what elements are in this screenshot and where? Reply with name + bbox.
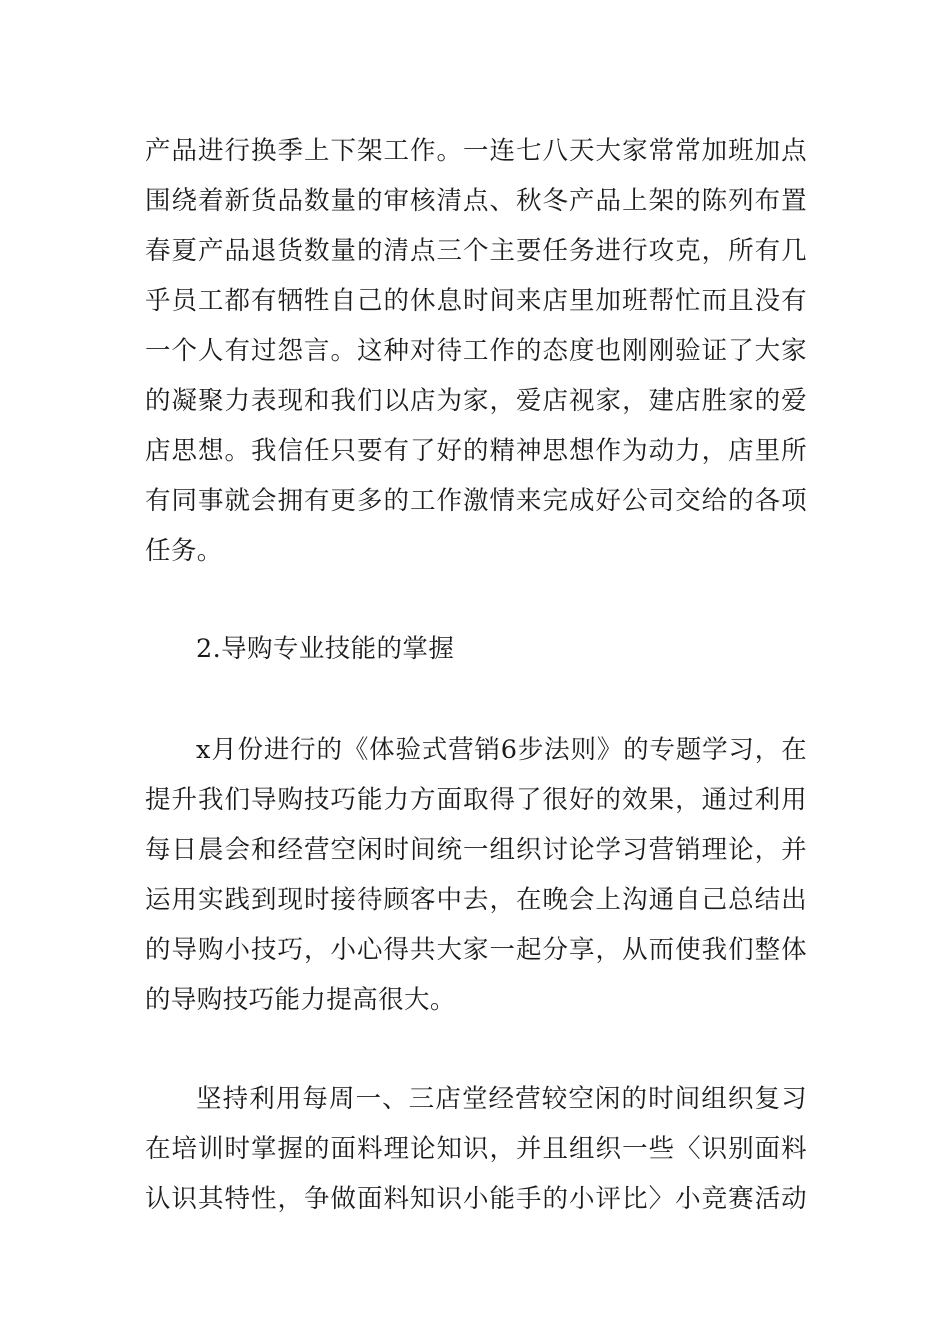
text-line: 有同事就会拥有更多的工作激情来完成好公司交给的各项 (145, 486, 807, 516)
text-line: 的导购小技巧，小心得共大家一起分享，从而使我们整体 (145, 935, 807, 965)
text-line: 围绕着新货品数量的审核清点、秋冬产品上架的陈列布置 (145, 186, 807, 216)
text-line: 认识其特性，争做面料知识小能手的小评比〉小竞赛活动 (145, 1184, 807, 1214)
text-line: 任务。 (145, 536, 223, 566)
section-heading: 2.导购专业技能的掌握 (196, 634, 455, 664)
text-line: x月份进行的《体验式营销6步法则》的专题学习，在 (196, 735, 807, 765)
text-line: 运用实践到现时接待顾客中去，在晚会上沟通自己总结出 (145, 885, 807, 915)
text-line: 坚持利用每周一、三店堂经营较空闲的时间组织复习 (196, 1084, 807, 1114)
text-line: 每日晨会和经营空闲时间统一组织讨论学习营销理论，并 (145, 835, 807, 865)
text-line: 提升我们导购技巧能力方面取得了很好的效果，通过利用 (145, 785, 807, 815)
text-line: 的凝聚力表现和我们以店为家，爱店视家，建店胜家的爱 (145, 386, 807, 416)
text-line: 的导购技巧能力提高很大。 (145, 985, 456, 1015)
text-line: 乎员工都有牺牲自己的休息时间来店里加班帮忙而且没有 (145, 286, 807, 316)
text-line: 产品进行换季上下架工作。一连七八天大家常常加班加点 (145, 136, 807, 166)
text-line: 店思想。我信任只要有了好的精神思想作为动力，店里所 (145, 436, 807, 466)
text-line: 在培训时掌握的面料理论知识，并且组织一些〈识别面料 (145, 1134, 807, 1164)
text-line: 春夏产品退货数量的清点三个主要任务进行攻克，所有几 (145, 236, 807, 266)
text-line: 一个人有过怨言。这种对待工作的态度也刚刚验证了大家 (145, 336, 807, 366)
